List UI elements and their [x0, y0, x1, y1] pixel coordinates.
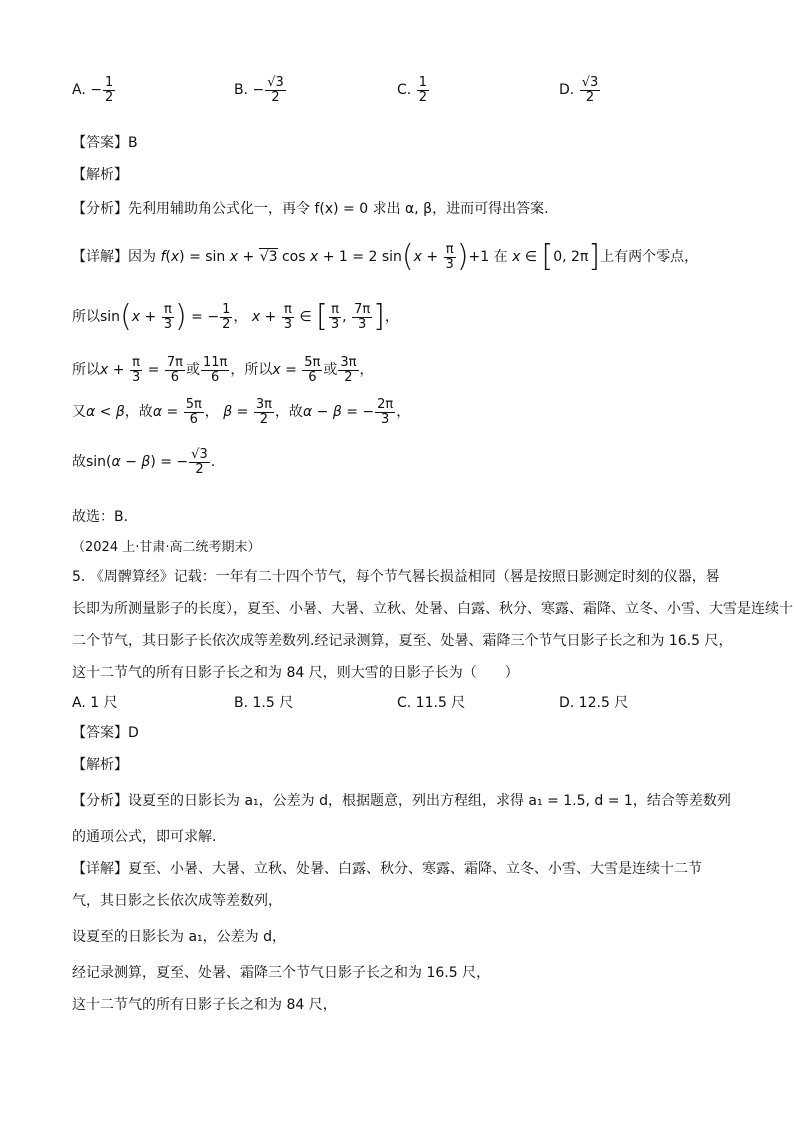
q4-option-d: D. $\frac{√3}{2}$ — [559, 75, 599, 105]
q5-stem-line-3: 二个节气，其日影子长依次成等差数列.经记录测算，夏至、处暑、霜降三个节气日影子长之和为 16.5 尺， — [72, 633, 733, 649]
q4-conclusion: 故选：B． — [72, 509, 138, 525]
q5-detail-line-3: 设夏至的日影长为 a₁，公差为 d， — [72, 929, 286, 945]
q5-detail-line-4: 经记录测算，夏至、处暑、霜降三个节气日影子长之和为 16.5 尺， — [72, 965, 491, 981]
q5-stem-line-1: 5. 《周髀算经》记载：一年有二十四个节气，每个节气晷长损益相同（晷是按照日影测定时刻的仪器，晷 — [72, 569, 720, 585]
q5-analysis-heading: 【解析】 — [72, 757, 128, 773]
q4-fenxi: 【分析】先利用辅助角公式化一，再令 f(x) = 0 求出 α, β，进而可得出答案. — [72, 201, 549, 217]
q5-stem-line-4: 这十二节气的所有日影子长之和为 84 尺，则大雪的日影子长为（ ） — [72, 665, 519, 681]
q4-option-b: B. − $\frac{√3}{2}$ — [234, 75, 284, 105]
q4-option-a: A. − $\frac{1}{2}$ — [72, 75, 114, 105]
q5-option-d: D. 12.5 尺 — [559, 695, 629, 711]
q4-answer: 【答案】B — [72, 135, 138, 151]
q5-stem-line-2: 长即为所测量影子的长度），夏至、小暑、大暑、立秋、处暑、白露、秋分、寒露、霜降、立冬、小雪、大雪是连续十 — [72, 601, 793, 617]
q4-step3: 又α < β，故α = $\frac{5\pi}{6}$ ， β = $\frac{3\pi}{2}$ ，故α − β = − $\frac{2\pi}{3}$ ， — [72, 397, 411, 427]
q5-detail-line-1: 【详解】夏至、小暑、大暑、立秋、处暑、白露、秋分、寒露、霜降、立冬、小雪、大雪是连续十二节 — [72, 861, 702, 877]
q4-step4: 故sin(α − β) = − $\frac{√3}{2}$ . — [72, 447, 216, 477]
q4-detail-line: 【详解】因为 f(x) = sin x + √3 cos x + 1 = 2 sin(x + $\frac{\pi}{3}$ )+1 在 x ∈ [0, 2π]上有两个零点， — [72, 239, 699, 274]
q5-option-a: A. 1 尺 — [72, 695, 118, 711]
q5-fenxi-line-1: 【分析】设夏至的日影长为 a₁，公差为 d，根据题意，列出方程组，求得 a₁ = 1.5, d = 1，结合等差数列 — [72, 793, 731, 809]
q4-step1: 所以sin(x + $\frac{\pi}{3}$ ) = − $\frac{1}{2}$ ， x + $\frac{\pi}{3}$ ∈ [ $\frac{\pi}{3}$ , $\frac{7\pi}{3}$ ]， — [72, 299, 399, 334]
q5-fenxi-line-2: 的通项公式，即可求解. — [72, 829, 217, 845]
q4-step2: 所以x + $\frac{\pi}{3}$ = $\frac{7\pi}{6}$ 或 $\frac{11\pi}{6}$ ，所以x = $\frac{5\pi}{6}$ 或 $\frac{3\pi}{2}$ ， — [72, 355, 374, 385]
q5-answer: 【答案】D — [72, 725, 139, 741]
q4-option-c: C. $\frac{1}{2}$ — [397, 75, 427, 105]
q5-detail-line-2: 气，其日影之长依次成等差数列， — [72, 893, 282, 909]
q4-analysis-heading: 【解析】 — [72, 167, 128, 183]
q5-source: （2024 上·甘肃·高二统考期末） — [72, 540, 261, 555]
q5-option-c: C. 11.5 尺 — [397, 695, 466, 711]
q5-detail-line-5: 这十二节气的所有日影子长之和为 84 尺， — [72, 997, 337, 1013]
q5-option-b: B. 1.5 尺 — [234, 695, 294, 711]
